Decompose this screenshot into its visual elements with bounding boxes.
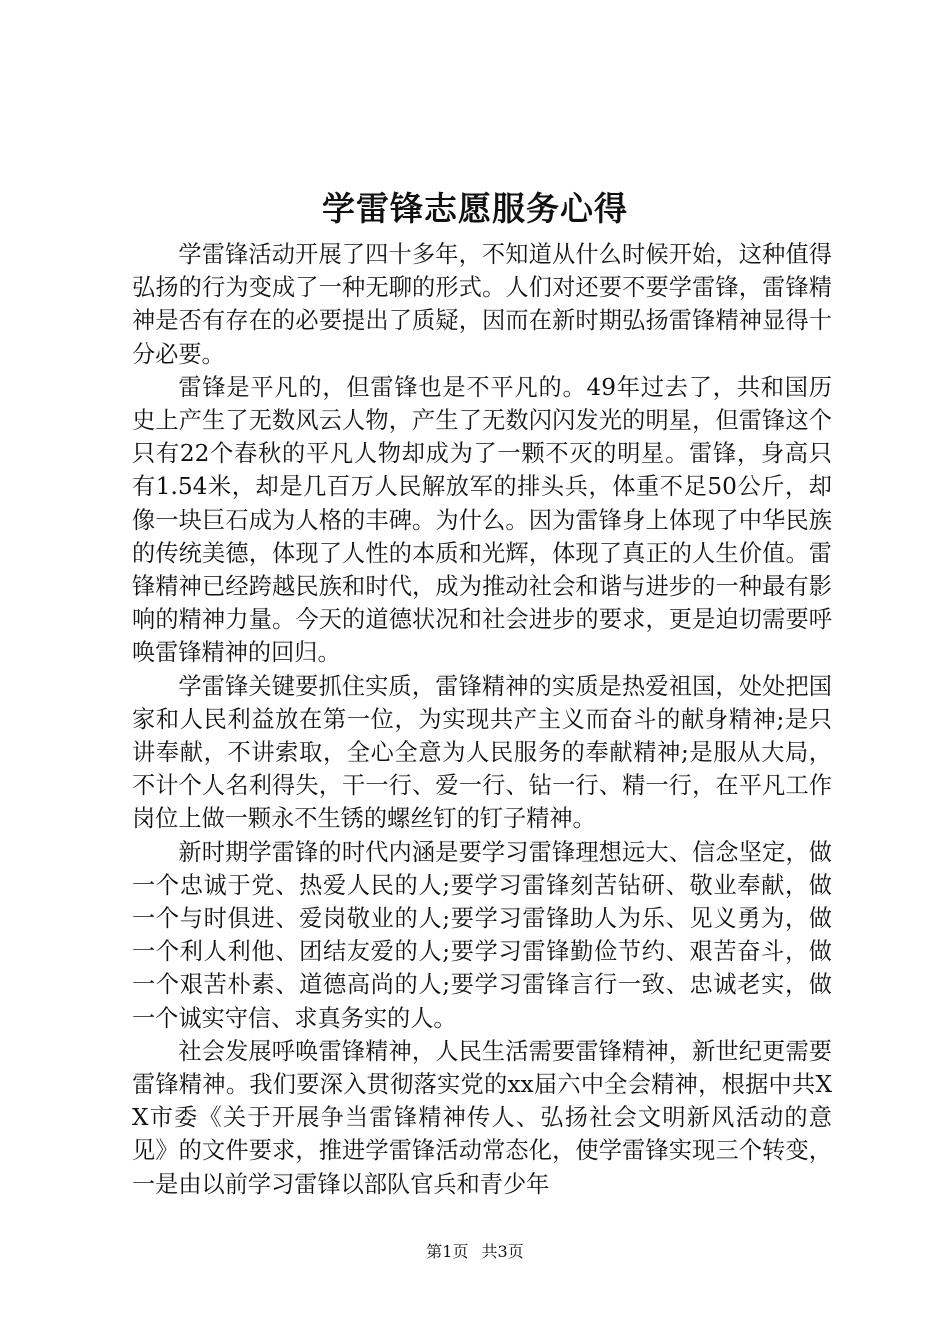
- paragraph-2: 雷锋是平凡的，但雷锋也是不平凡的。49年过去了，共和国历史上产生了无数风云人物，产生了无数闪闪发光的明星，但雷锋这个只有22个春秋的平凡人物却成为了一颗不灭的明星。雷锋，身高只有1.54米，却是几百万人民解放军的排头兵，体重不足50公斤，却像一块巨石成为人格的丰碑。为什么。因为雷锋身上体现了中华民族的传统美德，体现了人性的本质和光辉，体现了真正的人生价值。雷锋精神已经跨越民族和时代，成为推动社会和谐与进步的一种最有影响的精神力量。今天的道德状况和社会进步的要求，更是迫切需要呼唤雷锋精神的回归。: [132, 373, 832, 667]
- paragraph-4: 新时期学雷锋的时代内涵是要学习雷锋理想远大、信念坚定，做一个忠诚于党、热爱人民的人;要学习雷锋刻苦钻研、敬业奉献，做一个与时俱进、爱岗敬业的人;要学习雷锋助人为乐、见义勇为，做一个利人利他、团结友爱的人;要学习雷锋勤俭节约、艰苦奋斗，做一个艰苦朴素、道德高尚的人;要学习雷锋言行一致、忠诚老实，做一个诚实守信、求真务实的人。: [132, 838, 832, 1032]
- paragraph-3: 学雷锋关键要抓住实质，雷锋精神的实质是热爱祖国，处处把国家和人民利益放在第一位，为实现共产主义而奋斗的献身精神;是只讲奉献，不讲索取，全心全意为人民服务的奉献精神;是服从大局，不计个人名利得失，干一行、爱一行、钻一行、精一行，在平凡工作岗位上做一颗永不生锈的螺丝钉的钉子精神。: [132, 672, 832, 833]
- page-number-current: 第1页: [426, 1242, 469, 1261]
- document-body: [132, 238, 832, 1201]
- page-footer: [0, 1240, 950, 1264]
- paragraph-5: 社会发展呼唤雷锋精神，人民生活需要雷锋精神，新世纪更需要雷锋精神。我们要深入贯彻落实党的xx届六中全会精神，根据中共XX市委《关于开展争当雷锋精神传人、弘扬社会文明新风活动的意见》的文件要求，推进学雷锋活动常态化，使学雷锋实现三个转变，一是由以前学习雷锋以部队官兵和青少年: [132, 1037, 832, 1198]
- paragraph-1: 学雷锋活动开展了四十多年，不知道从什么时候开始，这种值得弘扬的行为变成了一种无聊的形式。人们对还要不要学雷锋，雷锋精神是否有存在的必要提出了质疑，因而在新时期弘扬雷锋精神显得十分必要。: [132, 241, 832, 368]
- document-title: 学雷锋志愿服务心得: [322, 189, 628, 228]
- page-number-total: 共3页: [481, 1242, 524, 1261]
